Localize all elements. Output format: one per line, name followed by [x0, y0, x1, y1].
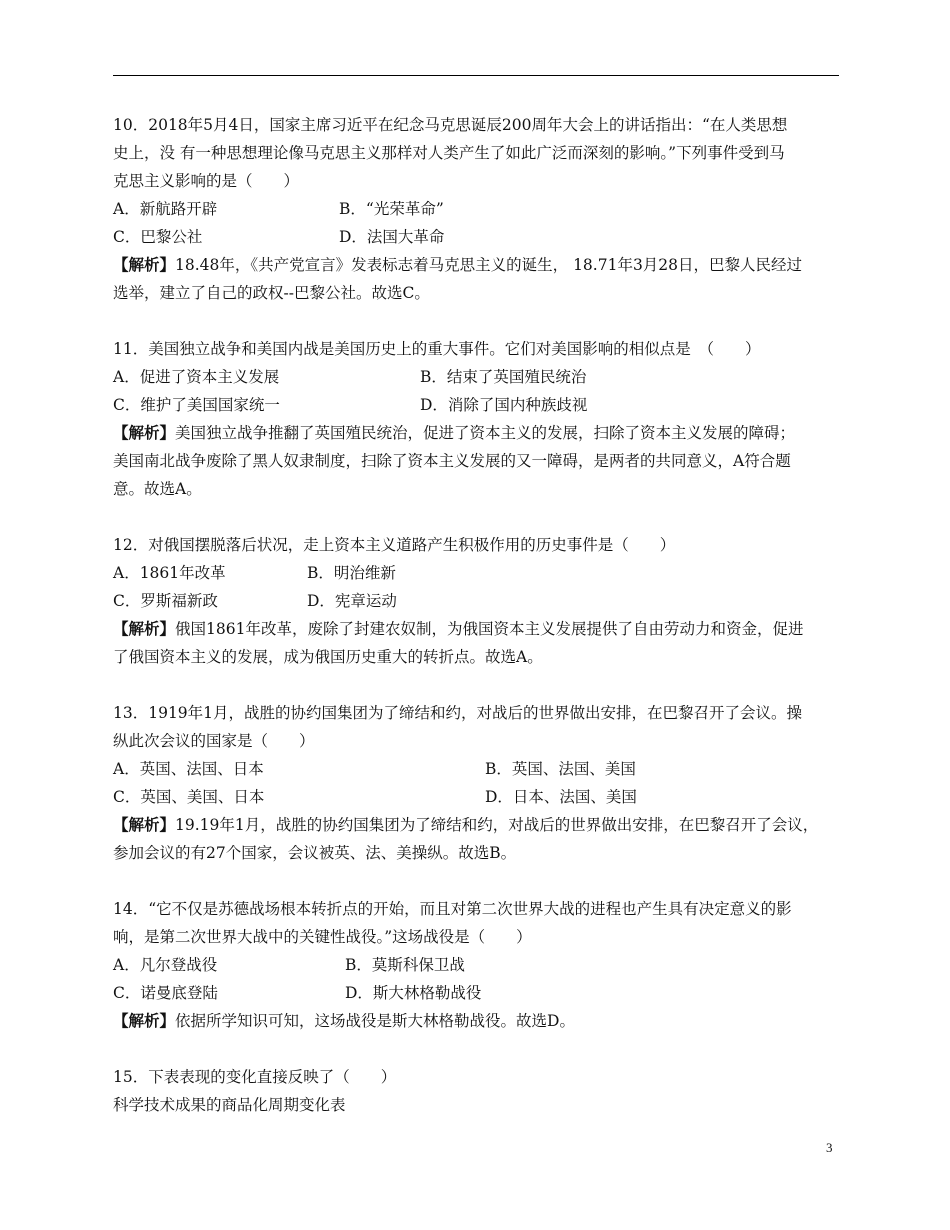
question-12 [113, 531, 843, 671]
question-13 [113, 699, 843, 867]
analysis-line: 【解析】19.19年1月，战胜的协约国集团为了缔结和约，对战后的世界做出安排，在巴黎召开了会议， [113, 815, 819, 834]
option-row [113, 979, 843, 1007]
analysis-line: 【解析】美国独立战争推翻了英国殖民统治，促进了资本主义的发展，扫除了资本主义发展的障碍； [113, 423, 796, 442]
option-c: C．维护了美国国家统一 [113, 396, 280, 414]
analysis-line: 【解析】俄国1861年改革，废除了封建农奴制，为俄国资本主义发展提供了自由劳动力和资金，促进 [113, 619, 804, 638]
question-list [113, 111, 843, 1119]
analysis-line: 选举，建立了自己的政权--巴黎公社。故选C。 [113, 284, 430, 302]
option-d: D．宪章运动 [307, 592, 397, 610]
option-row [113, 951, 843, 979]
option-d: D．斯大林格勒战役 [345, 984, 482, 1002]
analysis-line: 了俄国资本主义的发展，成为俄国历史重大的转折点。故选A。 [113, 648, 543, 666]
option-d: D．法国大革命 [339, 228, 445, 246]
option-a: A．新航路开辟 [113, 200, 218, 218]
option-row [113, 223, 843, 251]
question-stem: 14．“它不仅是苏德战场根本转折点的开始，而且对第二次世界大战的进程也产生具有决定意义的影 [113, 900, 792, 918]
option-row [113, 755, 843, 783]
option-a: A．凡尔登战役 [113, 956, 218, 974]
table-caption: 科学技术成果的商品化周期变化表 [113, 1096, 346, 1114]
option-b: B．英国、法国、美国 [485, 760, 636, 778]
option-a: A．促进了资本主义发展 [113, 368, 280, 386]
analysis-line: 美国南北战争废除了黑人奴隶制度，扫除了资本主义发展的又一障碍，是两者的共同意义，A符合题 [113, 452, 791, 470]
question-stem: 史上，没 有一种思想理论像马克思主义那样对人类产生了如此广泛而深刻的影响。”下列事件受到马 [113, 144, 785, 162]
analysis-tag: 【解析】 [113, 619, 176, 638]
question-11 [113, 335, 843, 503]
option-d: D．日本、法国、美国 [485, 788, 637, 806]
option-c: C．罗斯福新政 [113, 592, 218, 610]
option-row [113, 363, 843, 391]
option-d: D．消除了国内种族歧视 [420, 396, 588, 414]
option-row [113, 195, 843, 223]
question-stem: 13．1919年1月，战胜的协约国集团为了缔结和约，对战后的世界做出安排，在巴黎召开了会议。操 [113, 704, 803, 722]
page-number: 3 [826, 1140, 833, 1155]
analysis-line: 意。故选A。 [113, 480, 202, 498]
option-row [113, 783, 843, 811]
header-rule [113, 75, 839, 76]
question-stem: 响，是第二次世界大战中的关键性战役。”这场战役是（ ） [113, 928, 532, 946]
option-row [113, 587, 843, 615]
option-a: A．英国、法国、日本 [113, 760, 264, 778]
question-10 [113, 111, 843, 307]
option-c: C．诺曼底登陆 [113, 984, 218, 1002]
question-stem: 纵此次会议的国家是（ ） [113, 732, 315, 750]
option-b: B．结束了英国殖民统治 [420, 368, 587, 386]
question-stem: 12．对俄国摆脱落后状况，走上资本主义道路产生积极作用的历史事件是（ ） [113, 536, 676, 554]
option-b: B．明治维新 [307, 564, 396, 582]
question-stem: 克思主义影响的是（ ） [113, 172, 300, 190]
option-row [113, 391, 843, 419]
analysis-tag: 【解析】 [113, 255, 176, 274]
option-c: C．英国、美国、日本 [113, 788, 265, 806]
analysis-line: 参加会议的有27个国家，会议被英、法、美操纵。故选B。 [113, 844, 517, 862]
analysis-tag: 【解析】 [113, 815, 176, 834]
analysis-line: 【解析】依据所学知识可知，这场战役是斯大林格勒战役。故选D。 [113, 1011, 575, 1030]
question-14 [113, 895, 843, 1035]
option-a: A．1861年改革 [113, 564, 226, 582]
option-c: C．巴黎公社 [113, 228, 203, 246]
analysis-tag: 【解析】 [113, 1011, 176, 1030]
analysis-tag: 【解析】 [113, 423, 176, 442]
question-stem: 11．美国独立战争和美国内战是美国历史上的重大事件。它们对美国影响的相似点是 （ ） [113, 340, 761, 358]
option-b: B．莫斯科保卫战 [345, 956, 465, 974]
option-row [113, 559, 843, 587]
question-stem: 15．下表表现的变化直接反映了（ ） [113, 1068, 397, 1086]
question-stem: 10．2018年5月4日，国家主席习近平在纪念马克思诞辰200周年大会上的讲话指出：“在人类思想 [113, 116, 788, 134]
question-15 [113, 1063, 843, 1119]
analysis-line: 【解析】18.48年，《共产党宣言》发表标志着马克思主义的诞生， 18.71年3月28日，巴黎人民经过 [113, 255, 803, 274]
option-b: B．“光荣革命” [339, 200, 444, 218]
